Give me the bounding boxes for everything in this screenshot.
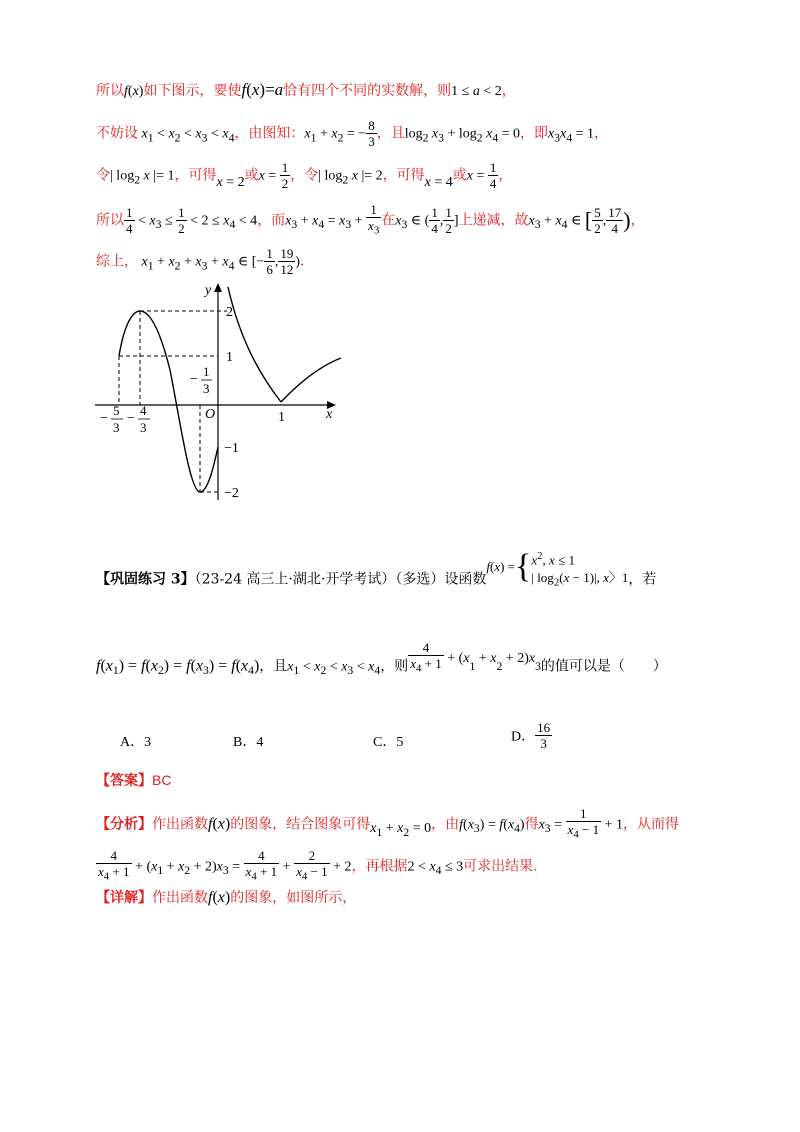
curve-log-left	[228, 287, 281, 402]
tick-xa-den: 3	[113, 420, 120, 435]
option-b[interactable]: B．4	[233, 735, 264, 750]
tick-xb-den: 3	[140, 420, 147, 435]
detail-line: 【详解】作出函数f(x)的图象，如图所示，	[96, 889, 357, 906]
tick-xc-num: 1	[203, 364, 210, 379]
tick-xc-minus: −	[190, 372, 198, 387]
solution-line-2: 不妨设 $x_1 < x_2 < x_3 < x_4$，由图知：$x_1 + x_2$ = − $\frac{8}{3}$ ，且$\log_2 x_3 + \log_2 x_4 = 0$，即$x_3x_4 = 1$，	[96, 118, 609, 149]
solution-line-4: 所以 $\frac{1}{4}$ < $x_3$ ≤ $\frac{1}{2}$ < $2 \le x_4 < 4$，而$x_3 + x_4 = x_3$ + $\frac{1}{x_3}$ 在$x_3$ ∈ ( $\frac{1}{4}$ , $\frac{1}{2}$ ]上递减，故$x_3 + x_4$ ∈ [ $\frac{5}{2}$ , $\frac{17}{4}$ )，	[96, 202, 645, 237]
tick-y1: 1	[226, 350, 233, 365]
option-c[interactable]: C．5	[373, 735, 404, 750]
tick-xa-num: 5	[113, 403, 120, 418]
tick-x1: 1	[278, 410, 285, 425]
answer-value: BC	[152, 772, 172, 788]
tick-y2: 2	[226, 305, 233, 320]
analysis-line-1: 【分析】作出函数f(x)的图象，结合图象可得$x_1 + x_2 = 0$，由$f(x_3) = f(x_4)$得$x_3$ = $\frac{1}{x_4 - 1}$ + 1，从而得	[96, 806, 679, 841]
tick-xa-minus: −	[100, 411, 108, 426]
axis-label-y: y	[205, 283, 212, 298]
tick-yn1: −1	[224, 441, 239, 456]
answer-line: 【答案】BC	[96, 772, 172, 789]
option-a[interactable]: A．3	[120, 735, 152, 750]
origin-label: O	[205, 407, 216, 422]
solution-line-1: 所以f(x)如下图示，要使f(x)=a恰有四个不同的实数解，则1 ≤ a < 2，	[96, 80, 516, 99]
option-d[interactable]: D． $\frac{16}{3}$	[511, 720, 551, 751]
curve-cubic	[119, 311, 218, 492]
tick-yn2: −2	[224, 486, 239, 501]
analysis-line-2: $\frac{4}{x_4 + 1}$ + $(x_1 + x_2 + 2)x_3$ = $\frac{4}{x_4 + 1}$ + $\frac{2}{x_4 - 1}$ + 2，再根据$2 < x_4 \le 3$可求出结果.	[98, 848, 538, 883]
tick-xb-num: 4	[140, 403, 147, 418]
solution-line-3: 令| $\log_2 x$ |= 1，可得x = 2或x = $\frac{1}{2}$ ，令| $\log_2 x$ |= 2，可得x = 4或x = $\frac{1}{4}$ ，	[96, 160, 513, 191]
problem-tag: 【巩固练习 3】	[96, 571, 195, 588]
y-axis-arrow	[214, 283, 222, 292]
function-graph	[90, 282, 360, 507]
problem-header: 【巩固练习 3】（23-24 高三上·湖北·开学考试）（多选）设函数f(x) ={ $x^2$, x ≤ 1 | $\log_2(x - 1)|$, x〉1 ，若	[96, 548, 657, 589]
solution-line-5: 综上， $x_1 + x_2 + x_3 + x_4$ ∈ [− $\frac{1}{6}$ , $\frac{19}{12}$ ).	[96, 246, 305, 277]
tick-xb-minus: −	[127, 411, 135, 426]
problem-condition: $f(x_1) = f(x_2) = f(x_3) = f(x_4)$，且$x_1 < x_2 < x_3 < x_4$，则 $\frac{4}{x_4 + 1}$ + $(x_1 + x_2 + 2)x_3$的值可以是（ ）	[96, 640, 667, 678]
tick-xc-den: 3	[203, 381, 210, 396]
curve-log-right	[281, 358, 341, 402]
axis-label-x: x	[326, 407, 333, 422]
